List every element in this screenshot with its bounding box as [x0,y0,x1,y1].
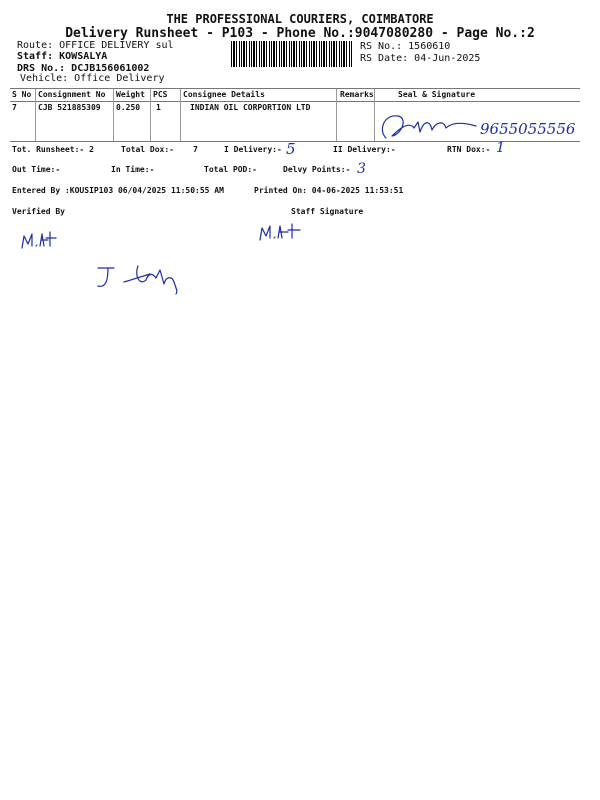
runsheet-subtitle: Delivery Runsheet - P103 - Phone No.:9047080280 - Page No.:2 [65,26,535,41]
staff-initials [256,220,306,244]
receiver-signature [372,108,482,148]
staff-label: Staff: KOWSALYA [17,51,108,62]
cell-consignee: INDIAN OIL CORPORTION LTD [190,103,311,112]
total-dox-value: 7 [193,145,198,154]
col-remarks: Remarks [340,90,374,99]
col-sno: S No [12,90,32,99]
cell-weight: 0.250 [116,103,141,112]
total-pod: Total POD:- [204,165,257,174]
out-time: Out Time:- [12,165,61,174]
cell-pcs: 1 [156,103,161,112]
verifier-signature [94,262,198,296]
drs-number: DRS No.: DCJB156061002 [17,63,150,74]
printed-on: Printed On: 04-06-2025 11:53:51 [254,186,404,195]
verified-by-label: Verified By [12,207,65,216]
vehicle-label: Vehicle: Office Delivery [20,73,165,84]
col-weight: Weight [116,90,145,99]
col-pcs: PCS [153,90,168,99]
ii-delivery-label: II Delivery:- [333,145,396,154]
handwritten-phone: 9655055556 [480,120,576,138]
cell-consignment: CJB 521885309 [38,103,101,112]
company-title: THE PROFESSIONAL COURIERS, COIMBATORE [166,12,434,26]
staff-signature-label: Staff Signature [291,207,364,216]
in-time: In Time:- [111,165,155,174]
col-consignment: Consignment No [38,90,106,99]
route-label: Route: OFFICE DELIVERY sul [17,40,174,51]
tot-runsheet: Tot. Runsheet:- 2 [12,145,94,154]
i-delivery-value: 5 [286,140,296,158]
rs-date: RS Date: 04-Jun-2025 [360,53,481,64]
cell-sno: 7 [12,103,17,112]
rtn-dox-label: RTN Dox:- [447,145,491,154]
i-delivery-label: I Delivery:- [224,145,282,154]
barcode [231,41,353,67]
total-dox-label: Total Dox:- [121,145,174,154]
col-consignee: Consignee Details [183,90,265,99]
col-seal-signature: Seal & Signature [398,90,476,99]
verified-initials [18,228,68,252]
rs-number: RS No.: 1560610 [360,41,451,52]
rtn-dox-value: 1 [496,140,505,156]
delvy-points-value: 3 [357,161,366,177]
delvy-points-label: Delvy Points:- [283,165,351,174]
entered-by: Entered By :KOUSIP103 06/04/2025 11:50:55 AM [12,186,224,195]
